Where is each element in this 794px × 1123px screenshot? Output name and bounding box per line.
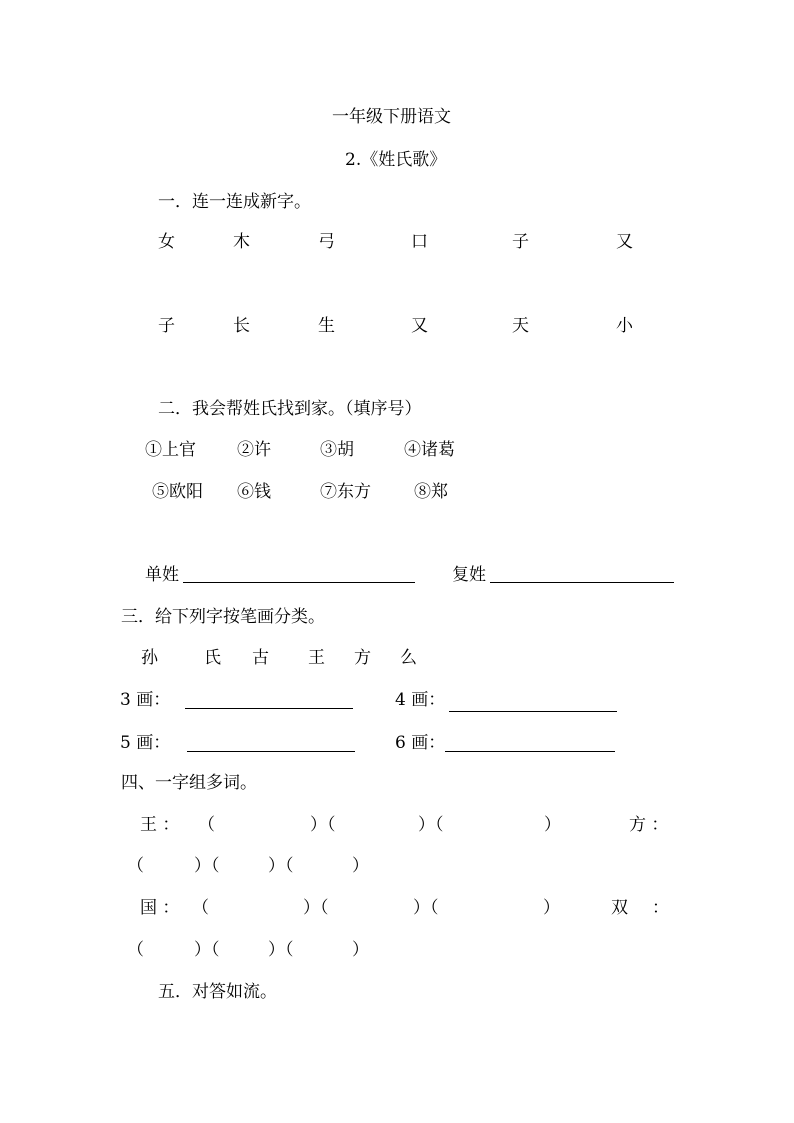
surname-option: ②许 — [237, 440, 271, 460]
stroke-char: 古 — [252, 648, 269, 668]
paren: ）（ — [268, 856, 294, 876]
section1-heading: 一．连一连成新字。 — [158, 192, 311, 212]
surname-option: ③胡 — [320, 440, 354, 460]
paren: ） — [352, 940, 369, 960]
paren: （ — [198, 815, 215, 835]
stroke-5-blank[interactable] — [187, 751, 355, 752]
paren: （ — [127, 856, 144, 876]
single-surname-label: 单姓 — [145, 565, 179, 585]
stroke-6-blank[interactable] — [445, 751, 615, 752]
surname-option: ⑦东方 — [320, 482, 371, 502]
lesson-subtitle: 2.《姓氏歌》 — [345, 150, 447, 170]
paren: ）（ — [418, 815, 444, 835]
word-char-shuang: 双 — [611, 898, 628, 918]
paren: ）（ — [268, 940, 294, 960]
paren: ）（ — [194, 856, 220, 876]
double-surname-blank[interactable] — [490, 582, 674, 583]
word-char-guo: 国 ： — [140, 898, 180, 918]
paren: ）（ — [413, 898, 439, 918]
char-item: 弓 — [318, 232, 335, 252]
char-item: 子 — [158, 316, 175, 336]
stroke-char: 孙 — [141, 648, 158, 668]
stroke-char: 方 — [354, 648, 371, 668]
paren: （ — [192, 898, 209, 918]
paren: ） — [544, 815, 561, 835]
char-item: 又 — [411, 316, 428, 336]
char-item: 女 — [158, 232, 175, 252]
char-item: 天 — [512, 316, 529, 336]
paren: ）（ — [303, 898, 329, 918]
section5-heading: 五．对答如流。 — [158, 982, 277, 1002]
surname-option: ⑥钱 — [237, 482, 271, 502]
paren: ） — [543, 898, 560, 918]
paren: ）（ — [310, 815, 336, 835]
stroke-3-blank[interactable] — [185, 708, 353, 709]
stroke-label-4: 4 画： — [395, 690, 446, 710]
stroke-char: 氏 — [204, 648, 221, 668]
stroke-label-6: 6 画： — [395, 733, 446, 753]
section4-heading: 四、一字组多词。 — [121, 773, 257, 793]
double-surname-label: 复姓 — [452, 565, 486, 585]
word-char-wang: 王 ： — [140, 815, 180, 835]
paren: ）（ — [194, 940, 220, 960]
char-item: 小 — [616, 316, 633, 336]
stroke-char: 王 — [308, 648, 325, 668]
surname-option: ④诸葛 — [404, 440, 455, 460]
section2-heading: 二．我会帮姓氏找到家。（填序号） — [158, 399, 422, 419]
page-title: 一年级下册语文 — [332, 107, 451, 127]
char-item: 生 — [318, 316, 335, 336]
char-item: 木 — [233, 232, 250, 252]
colon: ： — [652, 898, 669, 918]
paren: （ — [127, 940, 144, 960]
stroke-4-blank[interactable] — [449, 711, 617, 712]
paren: ） — [352, 856, 369, 876]
surname-option: ⑤欧阳 — [152, 482, 203, 502]
stroke-label-3: 3 画： — [120, 690, 171, 710]
word-char-fang: 方 ： — [629, 815, 669, 835]
char-item: 子 — [512, 232, 529, 252]
surname-option: ①上官 — [145, 440, 196, 460]
char-item: 又 — [616, 232, 633, 252]
surname-option: ⑧郑 — [414, 482, 448, 502]
single-surname-blank[interactable] — [183, 582, 415, 583]
section3-heading: 三．给下列字按笔画分类。 — [121, 607, 325, 627]
stroke-label-5: 5 画： — [120, 733, 171, 753]
char-item: 长 — [233, 316, 250, 336]
char-item: 口 — [411, 232, 428, 252]
stroke-char: 么 — [400, 648, 417, 668]
